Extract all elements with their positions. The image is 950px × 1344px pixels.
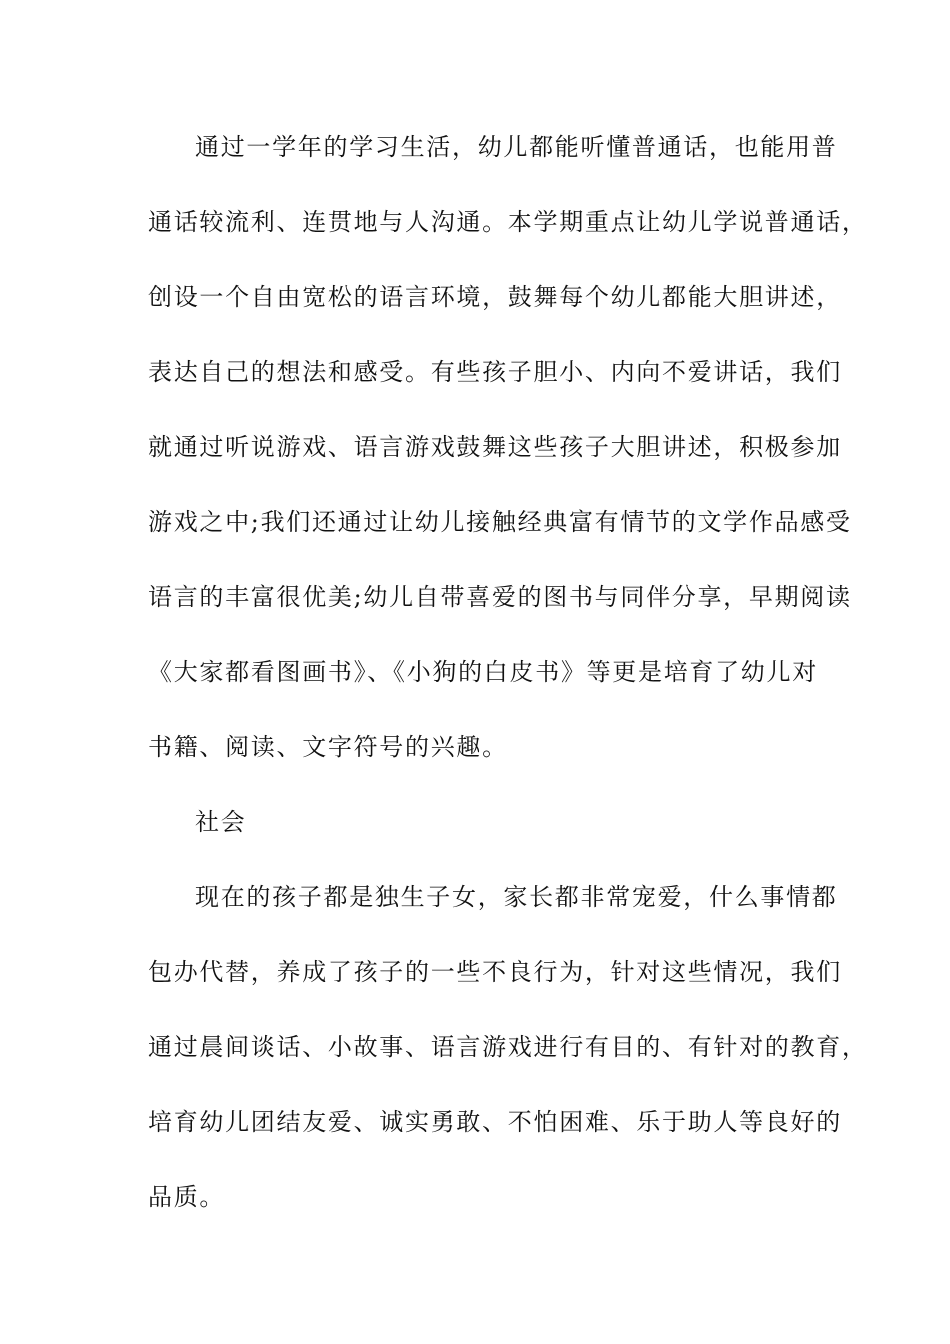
paragraph-line: 书籍、阅读、文字符号的兴趣。 bbox=[148, 733, 508, 761]
paragraph-line: 包办代替，养成了孩子的一些不良行为，针对这些情况，我们 bbox=[148, 958, 842, 986]
paragraph-line: 《大家都看图画书》、《小狗的白皮书》等更是培育了幼儿对 bbox=[148, 658, 818, 686]
paragraph-line: 就通过听说游戏、语言游戏鼓舞这些孩子大胆讲述，积极参加 bbox=[148, 433, 842, 461]
section-heading: 社会 bbox=[195, 808, 247, 836]
paragraph-line: 现在的孩子都是独生子女，家长都非常宠爱，什么事情都 bbox=[195, 883, 838, 911]
paragraph-line: 创设一个自由宽松的语言环境，鼓舞每个幼儿都能大胆讲述， bbox=[148, 283, 842, 311]
paragraph-line: 品质。 bbox=[148, 1183, 226, 1211]
paragraph-line: 通话较流利、连贯地与人沟通。本学期重点让幼儿学说普通话， bbox=[148, 208, 868, 236]
paragraph-line: 培育幼儿团结友爱、诚实勇敢、不怕困难、乐于助人等良好的 bbox=[148, 1108, 842, 1136]
paragraph-line: 通过晨间谈话、小故事、语言游戏进行有目的、有针对的教育， bbox=[148, 1033, 868, 1061]
paragraph-line: 语言的丰富很优美;幼儿自带喜爱的图书与同伴分享，早期阅读 bbox=[148, 583, 852, 611]
paragraph-line: 通过一学年的学习生活，幼儿都能听懂普通话，也能用普 bbox=[195, 133, 838, 161]
paragraph-line: 游戏之中;我们还通过让幼儿接触经典富有情节的文学作品感受 bbox=[148, 508, 852, 536]
paragraph-line: 表达自己的想法和感受。有些孩子胆小、内向不爱讲话，我们 bbox=[148, 358, 842, 386]
document-body bbox=[148, 132, 868, 1257]
